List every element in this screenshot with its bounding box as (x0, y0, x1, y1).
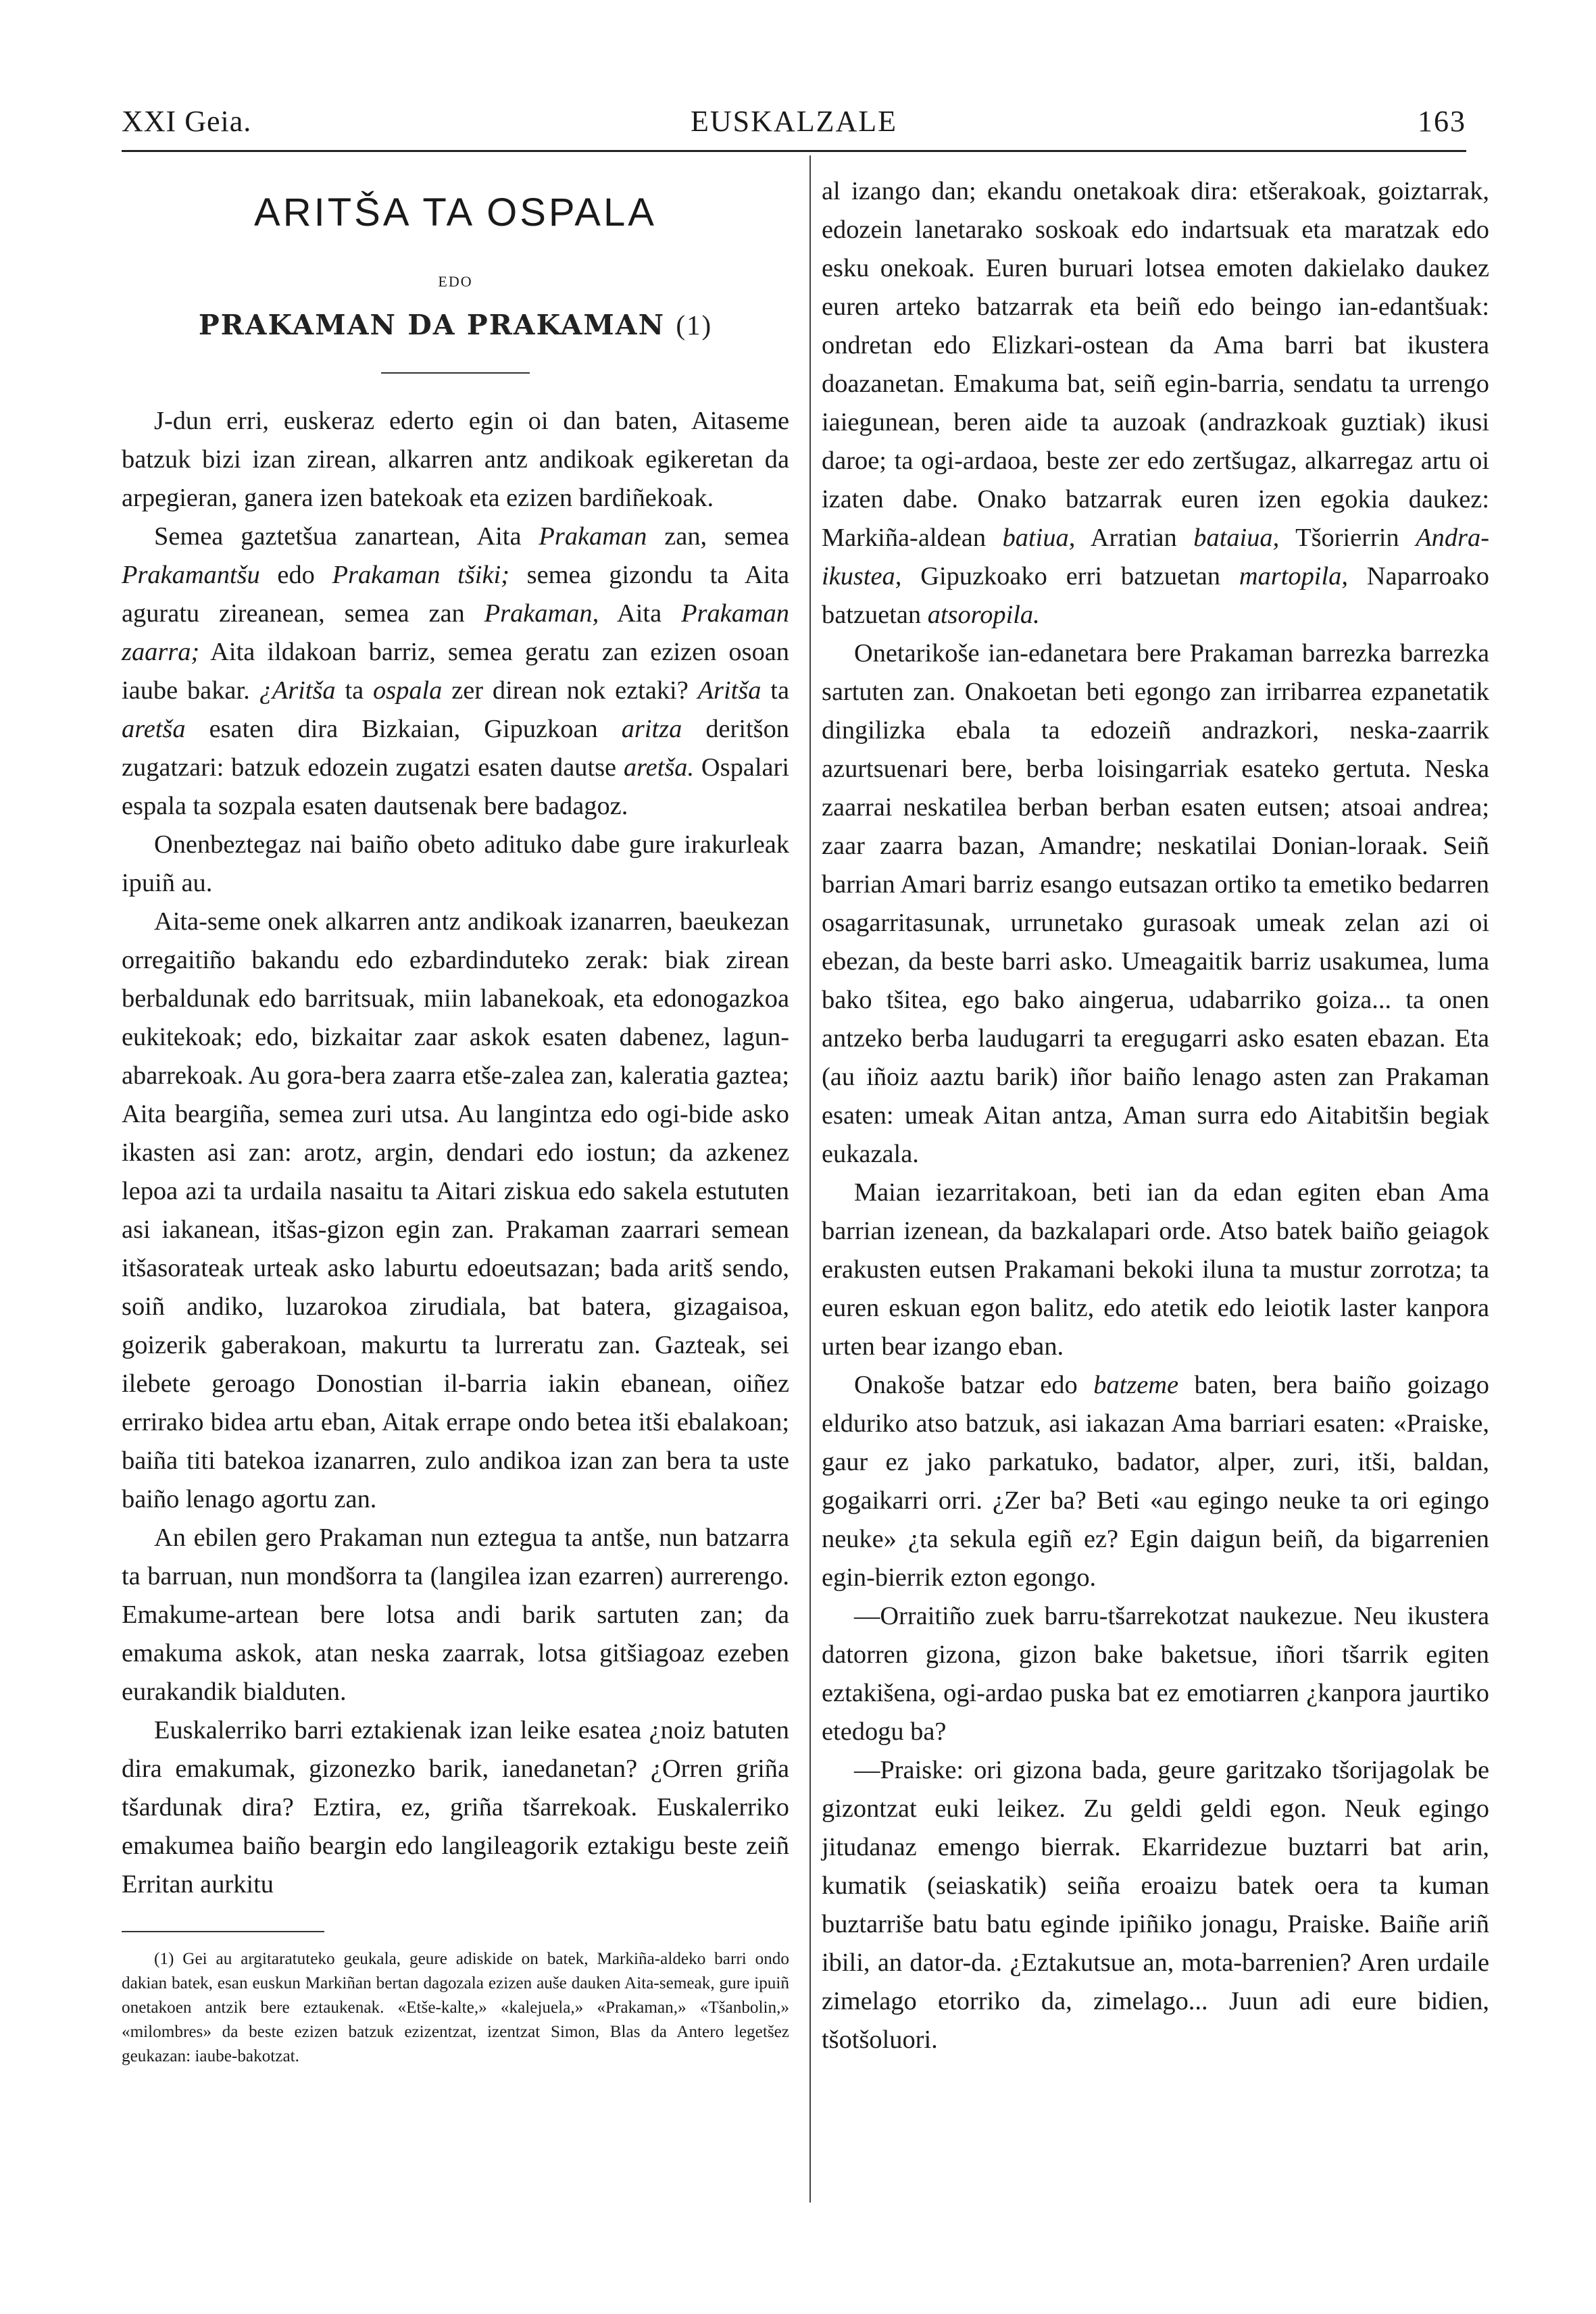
article-subtitle (122, 305, 789, 345)
title-rule (381, 372, 530, 374)
paragraph: Maian iezarritakoan, beti ian da edan egiten eban Ama barrian izenean, da bazkalapari orde. Atso batek baiño geiagok erakusten eutsen Prakamani bekoki iluna ta mustur zorrotza; ta euren eskuan egon balitz, edo atetik edo leiotik laster kanpora urten bear izango eban. (822, 1178, 1489, 1361)
issue-number: XXI Geia. (122, 105, 252, 138)
subtitle-text: PRAKAMAN DA PRAKAMAN (198, 309, 666, 341)
paragraph: Onenbeztegaz nai baiño obeto adituko dabe gure irakurleak ipuiñ au. (122, 830, 789, 897)
paragraph: al izango dan; ekandu onetakoak dira: etšerakoak, goiztarrak, edozein lanetarako soskoak edo indartsuak eta maratzak edo esku onekoak. Euren buruari lotsea emoten dakielako daukez euren arteko batzarrak eta beiñ edo beingo ian-edantšuak: ondretan edo Elizkari-ostean da Ama barri bat ikustera doazanetan. Emakuma bat, seiñ egin-barria, sendatu ta urrengo iaiegunean, beren aide ta auzoak (andrazkoak guztiak) ikusi daroe; ta ogi-ardaoa, beste zer edo zertšugaz, alkarregaz artu oi izaten dabe. Onako batzarrak euren izen egokia daukez: Markiña-aldean batiua, Arratian bataiua, Tšorierrin Andra-ikustea, Gipuzkoako erri batzuetan martopila, Naparroako batzuetan atsoropila. (822, 177, 1489, 629)
paragraph: Semea gaztetšua zanartean, Aita Prakaman zan, semea Prakamantšu edo Prakaman tšiki; semea gizondu ta Aita aguratu zireanean, semea zan Prakaman, Aita Prakaman zaarra; Aita ildakoan barriz, semea geratu zan ezizen osoan iaube bakar. ¿Aritša ta ospala zer direan nok eztaki? Aritša ta aretša esaten dira Bizkaian, Gipuzkoan aritza deritšon zugatzari: batzuk edozein zugatzi esaten dautse aretša. Ospalari espala ta sozpala esaten dautsenak bere badagoz. (122, 522, 790, 820)
footnote-reference: (1) (676, 309, 713, 341)
footnote: (1) Gei au argitaratuteko geukala, geure adiskide on batek, Markiña-aldeko barri ondo dakian batek, esan euskun Markiñan bertan dagozala ezizen auše dauken Aita-semeak, gure ipuiñ onetakoen antzik bere eztaukenak. «Etše-kalte,» «kalejuela,» «Prakaman,» «Tšanbolin,» «milombres» da beste ezizen batzuk ezizentzat, izentzat Simon, Blas da Antero legetšez geukazan: iaube-bakotzat. (122, 1950, 789, 2065)
title-conjunction: EDO (438, 273, 473, 290)
paragraph: An ebilen gero Prakaman nun eztegua ta antše, nun batzarra ta barruan, nun mondšorra ta (langilea izan ezarren) aurrerengo. Emakume-artean bere lotsa andi barik sartuten zan; da emakuma askok, atan neska zaarrak, lotsa gitšiagoaz ezeben eurakandik bialduten. (122, 1524, 789, 1706)
article-title: ARITŠA TA OSPALA (254, 191, 657, 234)
paragraph: J-dun erri, euskeraz ederto egin oi dan baten, Aitaseme batzuk bizi izan zirean, alkarren antz andikoak egikeretan da arpegieran, ganera izen batekoak eta ezizen bardiñekoak. (122, 407, 789, 512)
paragraph: Euskalerriko barri eztakienak izan leike esatea ¿noiz batuten dira emakumak, gizonezko barik, ianedanetan? ¿Orren griña tšardunak dira? Eztira, ez, griña tšarrekoak. Euskalerriko emakumea baiño beargin edo langileagorik eztakigu beste zeiñ Erritan aurkitu (122, 1716, 789, 1898)
running-head (122, 98, 1466, 145)
journal-title: EUSKALZALE (691, 105, 897, 138)
column-divider (809, 155, 811, 2203)
footnote-rule (122, 1931, 324, 1932)
paragraph: Aita-seme onek alkarren antz andikoak izanarren, baeukezan orregaitiño bakandu edo ezbardinduteko zerak: biak zirean berbaldunak edo barritsuak, miin labanekoak, eta edonogazkoa eukitekoak; edo, bizkaitar zaar askok esaten dabenez, lagun-abarrekoak. Au gora-bera zaarra etše-zalea zan, kaleratia gaztea; Aita beargiña, semea zuri utsa. Au langintza edo ogi-bide asko ikasten asi zan: arotz, argin, dendari edo iostun; da azkenez lepoa azi ta urdaila nasaitu ta Aitari ziskua edo sakela estututen asi iakanean, itšas-gizon egin zan. Prakaman zaarrari semean itšasorateak urteak asko laburtu edoeutsazan; bada aritš sendo, soiñ andiko, luzarokoa zirudiala, bat batera, gizagaisoa, goizerik gaberakoan, makurtu ta lurreratu zan. Gazteak, sei ilebete geroago Donostian il-barria iakin ebanean, oiñez errirako bidea artu eban, Aitak errape ondo betea itši ebalakoan; baiña titi batekoa izanarren, zulo andikoa izan zan bera ta uste baiño lenago agortu zan. (122, 907, 789, 1513)
page-number: 163 (1418, 105, 1466, 138)
header-rule (122, 150, 1466, 152)
paragraph: —Orraitiño zuek barru-tšarrekotzat naukezue. Neu ikustera datorren gizona, gizon bake baketsue, iñori tšarrik egiten eztakišena, ogi-ardao puska bat ez emotiarren ¿kanpora jaurtiko etedogu ba? (822, 1602, 1489, 1746)
paragraph: —Praiske: ori gizona bada, geure garitzako tšorijagolak be gizontzat euki leikez. Zu geldi geldi egon. Neuk egingo jitudanaz emengo bierrak. Ekarridezue buztarri bat arin, kumatik (seiaskatik) seiña eroaizu batek oera ta kuman buztarriše batu batu eginde ipiñiko jonagu, Praiske. Baiñe ariñ ibili, an dator-da. ¿Eztakutsue an, mota-barrenien? Aren urdaile zimelago etorriko da, zimelago... Juun adi eure bidien, tšotšoluori. (822, 1756, 1489, 2054)
right-column (822, 172, 1489, 2059)
left-column (122, 172, 789, 2069)
paragraph: Onakoše batzar edo batzeme baten, bera baiño goizago elduriko atso batzuk, asi iakazan Ama barriari esaten: «Praiske, gaur ez jako parkatuko, badator, alper, zuri, itši, baldan, gogaikarri orri. ¿Zer ba? Beti «au egingo neuke ta ori egingo neuke» ¿ta sekula egiñ ez? Egin daigun beiñ, da bigarrenien egin-bierrik ezton egongo. (822, 1371, 1489, 1592)
paragraph: Onetarikoše ian-edanetara bere Prakaman barrezka barrezka sartuten zan. Onakoetan beti egongo zan irribarrea ezpanetatik dingilizka ebala ta edozeiñ andrazkori, neska-zaarrik azurtsuenari bere, berba loisingarriak esateko gertuta. Neska zaarrai neskatilea berban berban esaten eutsen; atsoai andrea; zaar zaarra bazan, Amandre; neskatilai Donian-loraak. Seiñ barrian Amari barriz esango eutsazan ortiko ta emetiko bedarren osagarritasunak, urrunetako gurasoak umeak zelan azi oi ebezan, da beste barri asko. Umeagaitik barriz usakumea, luma bako tšitea, ego bako aingerua, udabarriko goiza... ta onen antzeko berba laudugarri ta eregugarri asko esaten ebazan. Eta (au iñoiz aaztu barik) iñor baiño lenago asten zan Prakaman esaten: umeak Aitan antza, Aman surra edo Aitabitšin begiak eukazala. (822, 639, 1489, 1168)
